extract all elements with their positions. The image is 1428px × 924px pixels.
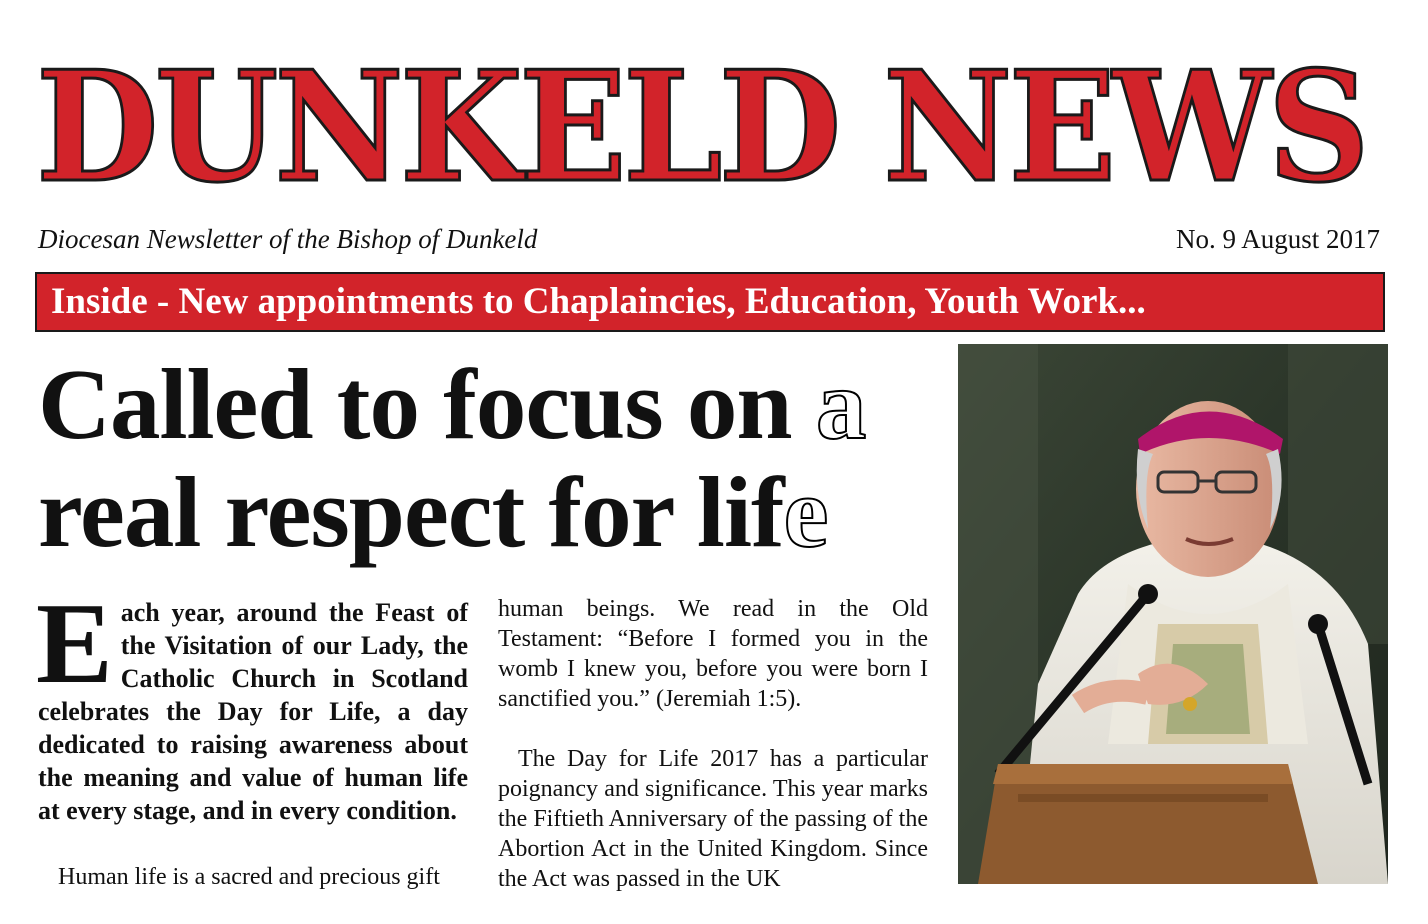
headline-line-1 xyxy=(38,350,865,458)
headline-line-1-overflow: a xyxy=(815,348,866,460)
column-2-paragraph-2: The Day for Life 2017 has a particular poignancy and significance. This year marks the Fiftieth Anniversary of the passing of the Abortion Act in the United Kingdom. Since the Act was passed in the UK xyxy=(498,746,928,892)
inside-banner: Inside - New appointments to Chaplaincies, Education, Youth Work... xyxy=(35,272,1385,332)
body-column-2 xyxy=(498,594,928,924)
newsletter-subtitle: Diocesan Newsletter of the Bishop of Dunkeld xyxy=(38,224,538,254)
headline-line-2-text: real respect for lif xyxy=(38,456,784,568)
bishop-photo xyxy=(958,344,1388,884)
article-headline xyxy=(38,350,865,566)
masthead-title: DUNKELD NEWS xyxy=(36,37,1367,216)
headline-line-2-overflow: e xyxy=(783,456,828,568)
drop-cap: E xyxy=(36,580,113,707)
lead-paragraph xyxy=(36,580,468,827)
headline-line-1-text: Called to focus on xyxy=(38,348,792,460)
headline-line-2 xyxy=(38,458,865,566)
lead-paragraph-text: ach year, around the Feast of the Visitation of our Lady, the Catholic Church in Scotland celebrates the Day for Life, a day dedicated to raising awareness about the meaning and value of human life at every stage, and in every condition. xyxy=(38,598,468,825)
body-column-1-text: Human life is a sacred and precious gift xyxy=(58,864,440,890)
column-2-paragraph-1: human beings. We read in the Old Testament: “Before I formed you in the womb I knew you, before you were born I sanctified you.” (Jeremiah 1:5). xyxy=(498,596,928,712)
bishop-photo-image xyxy=(958,344,1388,884)
issue-number-date: No. 9 August 2017 xyxy=(1175,224,1380,254)
